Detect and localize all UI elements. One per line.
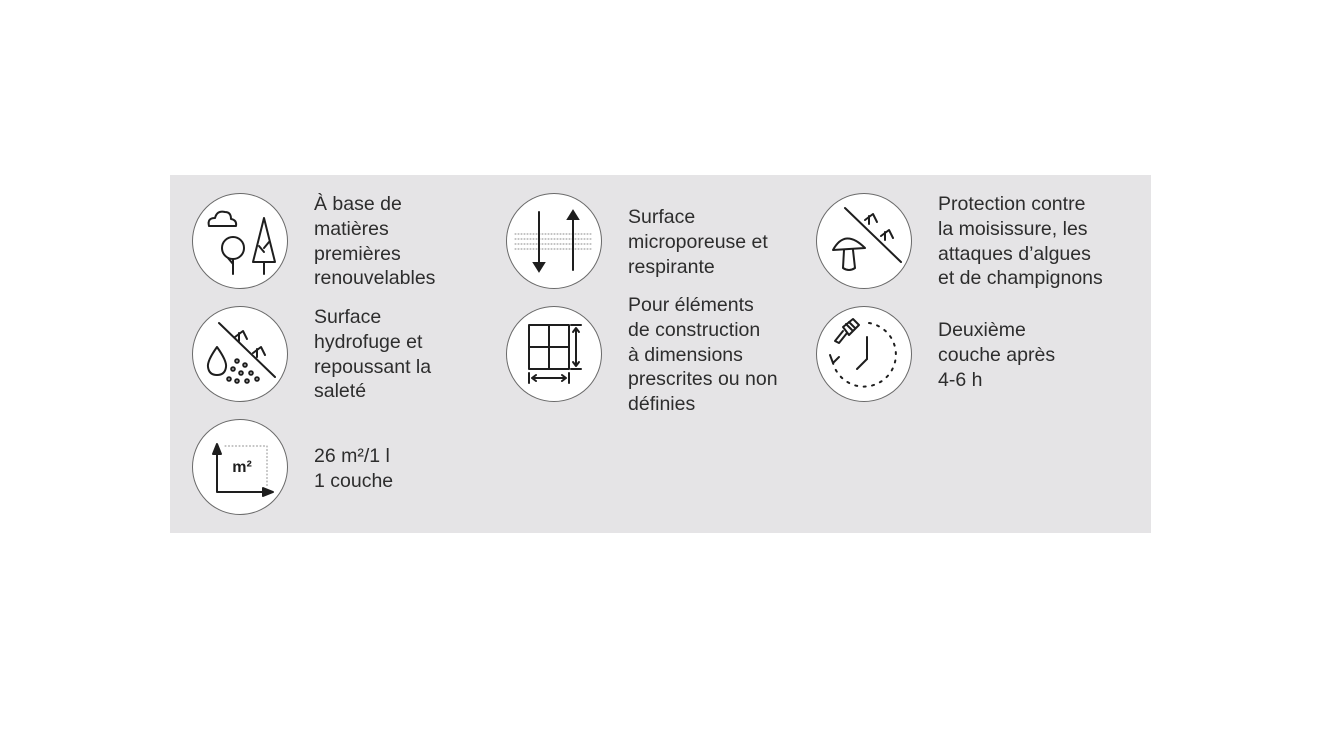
window-dimensions-icon [506, 306, 602, 402]
feature-label-second-coat: Deuxième couche après 4-6 h [938, 319, 1056, 391]
product-features-panel [170, 175, 1151, 533]
trees-cloud-icon [192, 193, 288, 289]
feature-label-renewable: À base de matières premières renouvelables [314, 193, 436, 290]
feature-label-water-repellent: Surface hydrofuge et repoussant la saleté [314, 306, 432, 403]
feature-label-mould: Protection contre la moisissure, les attaques d’algues et de champignons [938, 193, 1103, 290]
coverage-unit-label: m² [232, 459, 252, 476]
feature-label-breathable: Surface microporeuse et respirante [628, 206, 768, 278]
water-repellent-icon [192, 306, 288, 402]
brush-clock-icon [816, 306, 912, 402]
feature-label-coverage: 26 m²/1 l 1 couche [314, 445, 394, 492]
coverage-area-icon [192, 419, 288, 515]
mould-protection-icon [816, 193, 912, 289]
breathable-surface-icon [506, 193, 602, 289]
feature-label-dimensions: Pour éléments de construction à dimensions prescrites ou non définies [628, 294, 778, 416]
